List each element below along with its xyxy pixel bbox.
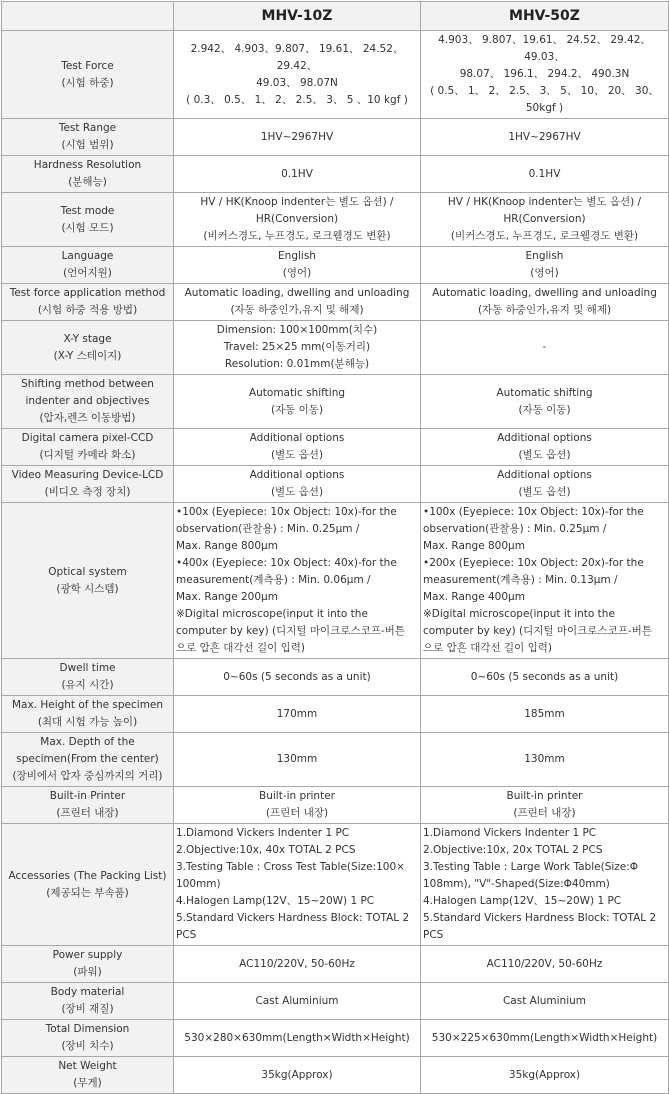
spec-label-line: (언어지원)	[63, 267, 112, 279]
spec-value-line: 170mm	[276, 707, 318, 720]
spec-value-line: 3.Testing Table : Large Work Table(Size:Φ	[423, 861, 639, 873]
spec-value-mhv-50z	[421, 1057, 669, 1094]
spec-value-mhv-50z	[421, 787, 669, 824]
spec-value-line: (별도 옵션)	[270, 449, 324, 461]
spec-label-line: Test mode	[60, 204, 115, 217]
spec-label-line: Accessories (The Packing List)	[8, 869, 167, 882]
spec-value-line: Additional options	[249, 432, 345, 444]
spec-value-line: 5.Standard Vickers Hardness Block: TOTAL 2	[423, 912, 657, 924]
spec-label-cell	[2, 466, 174, 503]
spec-label-line: Hardness Resolution	[33, 159, 142, 171]
spec-value-line: 1.Diamond Vickers Indenter 1 PC	[176, 827, 350, 839]
spec-value-line: ※Digital microscope(input it into the	[423, 608, 615, 620]
spec-label-line: (비디오 측정 장치)	[44, 486, 131, 498]
spec-value-mhv-50z	[421, 659, 669, 696]
model-header-mhv-50z: MHV-50Z	[421, 2, 669, 31]
spec-value-line: 3.Testing Table : Cross Test Table(Size:100×	[176, 861, 405, 873]
spec-label-line: Max. Height of the specimen	[11, 699, 164, 711]
spec-value-line: 2.Objective:10x, 20x TOTAL 2 PCS	[423, 844, 603, 856]
spec-value-line: Travel: 25×25 mm(이동거리)	[223, 341, 371, 353]
spec-value-line: 185mm	[524, 707, 565, 720]
spec-value-line: 1HV~2967HV	[508, 130, 581, 143]
spec-label-line: (파워)	[73, 966, 102, 978]
spec-row	[2, 375, 669, 429]
spec-label-line: (시험 모드)	[61, 221, 114, 234]
spec-value-line: 530×225×630mm(Length×Width×Height)	[431, 1031, 658, 1044]
spec-value-mhv-10z	[174, 1020, 421, 1057]
spec-value-line: (자동 하중인가,유지 및 해제)	[230, 304, 364, 316]
spec-value-line: computer by key) (디지털 마이크로스코프-버튼	[176, 625, 405, 637]
spec-label-cell	[2, 375, 174, 429]
spec-label-line: Power supply	[52, 949, 123, 961]
spec-label-line: Optical system	[48, 565, 127, 578]
spec-value-mhv-10z	[174, 247, 421, 284]
spec-value-mhv-10z	[174, 733, 421, 787]
spec-label-line: (X-Y 스테이지)	[53, 349, 122, 362]
spec-row	[2, 1057, 669, 1094]
spec-value-line: 130mm	[276, 753, 318, 765]
spec-label-line: (분해능)	[68, 176, 107, 188]
spec-label-cell	[2, 824, 174, 946]
spec-value-line: (자동 이동)	[518, 403, 571, 416]
spec-value-line: 98.07、 196.1、 294.2、 490.3N	[459, 68, 630, 80]
spec-label-line: (무게)	[73, 1077, 102, 1089]
spec-value-line: (프린터 내장)	[513, 807, 576, 819]
spec-label-cell	[2, 284, 174, 321]
spec-value-line: (프린터 내장)	[265, 807, 329, 819]
spec-row	[2, 284, 669, 321]
spec-value-line: English	[278, 250, 316, 262]
spec-value-line: measurement(계측용) : Min. 0.13μm /	[423, 574, 618, 586]
spec-row	[2, 247, 669, 284]
spec-value-line: Max. Range 800μm	[423, 540, 525, 552]
spec-value-mhv-10z	[174, 659, 421, 696]
spec-value-mhv-10z	[174, 119, 421, 156]
spec-value-line: 1HV~2967HV	[260, 130, 334, 143]
spec-label-cell	[2, 733, 174, 787]
spec-value-line: 으로 압흔 대각선 길이 입력)	[176, 642, 306, 654]
spec-row	[2, 119, 669, 156]
spec-row	[2, 659, 669, 696]
spec-label-line: (최대 시험 가능 높이)	[37, 716, 138, 728]
spec-label-line: specimen(From the center)	[16, 753, 159, 765]
spec-value-line: 4.903、 9.807、19.61、 24.52、 29.42、 49.03、	[438, 34, 651, 63]
spec-value-mhv-50z	[421, 696, 669, 733]
spec-value-mhv-10z	[174, 31, 421, 119]
spec-value-line: 0~60s (5 seconds as a unit)	[470, 670, 619, 683]
spec-value-line: (영어)	[530, 267, 559, 279]
spec-value-mhv-50z	[421, 156, 669, 193]
spec-value-line: 2.Objective:10x, 40x TOTAL 2 PCS	[176, 844, 356, 856]
spec-value-mhv-50z	[421, 284, 669, 321]
spec-value-line: ※Digital microscope(input it into the	[176, 608, 368, 620]
spec-label-line: (압자,렌즈 이동방법)	[39, 412, 136, 424]
spec-value-line: Dimension: 100×100mm(치수)	[216, 324, 378, 336]
spec-row	[2, 787, 669, 824]
spec-value-line: 0.1HV	[528, 167, 561, 180]
spec-value-line: •100x (Eyepiece: 10x Object: 10x)-for the	[423, 506, 644, 518]
spec-label-cell	[2, 31, 174, 119]
spec-value-line: 5.Standard Vickers Hardness Block: TOTAL 2	[176, 912, 410, 924]
spec-label-line: (유지 시간)	[61, 679, 114, 691]
spec-value-line: HV / HK(Knoop indenter는 별도 옵션) /	[447, 196, 642, 208]
spec-label-line: Test Range	[58, 122, 117, 134]
spec-row	[2, 946, 669, 983]
spec-label-cell	[2, 659, 174, 696]
spec-label-line: X-Y stage	[63, 332, 112, 345]
spec-value-line: Max. Range 400μm	[423, 591, 525, 603]
spec-label-line: indenter and objectives	[25, 395, 150, 407]
spec-value-mhv-50z	[421, 946, 669, 983]
spec-label-cell	[2, 503, 174, 659]
spec-value-line: Max. Range 200μm	[176, 591, 278, 603]
spec-value-line: 100mm)	[176, 878, 221, 890]
spec-label-line: Dwell time	[59, 662, 116, 674]
spec-label-cell	[2, 787, 174, 824]
spec-row	[2, 696, 669, 733]
spec-value-mhv-10z	[174, 321, 421, 375]
spec-row	[2, 193, 669, 247]
spec-label-line: Test Force	[61, 59, 114, 72]
spec-value-line: •200x (Eyepiece: 10x Object: 20x)-for the	[423, 557, 644, 569]
spec-value-line: (비커스경도, 누프경도, 로크웰경도 변환)	[203, 230, 391, 242]
spec-row	[2, 156, 669, 193]
spec-label-line: (시험 범위)	[61, 139, 114, 151]
spec-label-line: (광학 시스템)	[56, 582, 119, 595]
spec-value-line: -	[542, 341, 547, 353]
spec-value-mhv-10z	[174, 787, 421, 824]
spec-label-line: Video Measuring Device-LCD	[11, 469, 164, 481]
spec-value-line: ( 0.3、 0.5、 1、 2、 2.5、 3、 5 、10 kgf )	[186, 93, 408, 106]
spec-label-line: Total Dimension	[45, 1023, 130, 1035]
spec-value-line: 으로 압흔 대각선 길이 입력)	[423, 642, 553, 654]
spec-row	[2, 503, 669, 659]
spec-value-line: Additional options	[497, 432, 592, 444]
spec-value-mhv-10z	[174, 824, 421, 946]
spec-value-mhv-10z	[174, 284, 421, 321]
spec-row	[2, 429, 669, 466]
spec-value-line: observation(관찰용) : Min. 0.25μm /	[176, 523, 360, 535]
spec-value-mhv-10z	[174, 946, 421, 983]
spec-value-line: computer by key) (디지털 마이크로스코프-버튼	[423, 625, 652, 637]
spec-value-line: 0.1HV	[281, 167, 313, 180]
spec-row	[2, 733, 669, 787]
header-row	[2, 2, 669, 31]
spec-label-cell	[2, 429, 174, 466]
spec-value-line: AC110/220V, 50-60Hz	[486, 957, 603, 970]
spec-value-mhv-10z	[174, 696, 421, 733]
spec-value-mhv-50z	[421, 1020, 669, 1057]
spec-value-mhv-50z	[421, 31, 669, 119]
spec-value-line: Automatic shifting	[248, 386, 346, 399]
spec-value-line: (자동 하중인가,유지 및 해제)	[477, 304, 612, 316]
spec-value-line: PCS	[176, 929, 197, 941]
spec-label-cell	[2, 156, 174, 193]
spec-value-line: 530×280×630mm(Length×Width×Height)	[184, 1031, 410, 1044]
spec-value-line: (자동 이동)	[270, 403, 324, 416]
spec-value-line: Automatic loading, dwelling and unloading	[184, 287, 410, 299]
spec-label-cell	[2, 946, 174, 983]
spec-label-line: Max. Depth of the	[40, 736, 135, 748]
spec-value-line: Additional options	[249, 469, 345, 481]
spec-value-mhv-10z	[174, 429, 421, 466]
spec-value-line: 0~60s (5 seconds as a unit)	[223, 670, 371, 683]
spec-label-line: Language	[61, 250, 114, 262]
spec-label-line: (장비 치수)	[61, 1040, 114, 1052]
spec-value-line: Automatic shifting	[496, 386, 593, 399]
spec-value-line: Automatic loading, dwelling and unloading	[432, 287, 657, 299]
spec-label-cell	[2, 1020, 174, 1057]
spec-value-mhv-10z	[174, 1057, 421, 1094]
spec-value-line: (비커스경도, 누프경도, 로크웰경도 변환)	[450, 230, 639, 242]
spec-value-mhv-50z	[421, 429, 669, 466]
spec-label-cell	[2, 321, 174, 375]
spec-value-mhv-50z	[421, 375, 669, 429]
spec-label-line: (디지털 카메라 화소)	[39, 449, 136, 461]
spec-value-line: 49.03、 98.07N	[256, 76, 338, 89]
spec-value-line: 35kg(Approx)	[261, 1068, 333, 1081]
spec-row	[2, 824, 669, 946]
spec-value-line: English	[525, 250, 564, 262]
spec-row	[2, 466, 669, 503]
spec-label-line: Net Weight	[58, 1060, 117, 1072]
spec-value-mhv-10z	[174, 466, 421, 503]
spec-value-line: 1.Diamond Vickers Indenter 1 PC	[423, 827, 597, 839]
spec-value-line: •400x (Eyepiece: 10x Object: 40x)-for the	[176, 557, 397, 569]
spec-value-mhv-10z	[174, 193, 421, 247]
spec-value-line: AC110/220V, 50-60Hz	[239, 957, 355, 970]
spec-value-mhv-50z	[421, 733, 669, 787]
spec-value-line: (영어)	[282, 267, 312, 279]
spec-value-line: (별도 옵션)	[518, 449, 571, 461]
spec-value-line: observation(관찰용) : Min. 0.25μm /	[423, 523, 607, 535]
spec-label-line: (시험 하중 적용 방법)	[37, 304, 138, 316]
spec-label-cell	[2, 119, 174, 156]
spec-label-cell	[2, 193, 174, 247]
spec-value-line: HR(Conversion)	[255, 213, 339, 225]
spec-value-mhv-50z	[421, 119, 669, 156]
spec-value-mhv-50z	[421, 466, 669, 503]
spec-value-line: Cast Aluminium	[255, 994, 339, 1007]
spec-label-cell	[2, 247, 174, 284]
spec-value-mhv-10z	[174, 503, 421, 659]
spec-label-cell	[2, 1057, 174, 1094]
spec-value-line: 108mm), "V"-Shaped(Size:Φ40mm)	[423, 878, 610, 890]
spec-value-mhv-10z	[174, 375, 421, 429]
spec-label-line: (장비 재질)	[61, 1003, 114, 1015]
spec-label-line: (프린터 내장)	[56, 807, 119, 819]
spec-value-mhv-10z	[174, 156, 421, 193]
spec-value-mhv-50z	[421, 321, 669, 375]
spec-label-line: (제공되는 부속품)	[46, 886, 129, 899]
model-header-mhv-10z: MHV-10Z	[174, 2, 421, 31]
spec-value-line: (별도 옵션)	[518, 486, 571, 498]
spec-row	[2, 31, 669, 119]
spec-row	[2, 1020, 669, 1057]
spec-label-line: Built-in Printer	[49, 790, 126, 802]
spec-value-line: 4.Halogen Lamp(12V、15~20W) 1 PC	[423, 895, 622, 907]
spec-value-mhv-50z	[421, 247, 669, 284]
spec-value-line: (별도 옵션)	[270, 486, 324, 498]
spec-row	[2, 321, 669, 375]
spec-value-line: Resolution: 0.01mm(분해능)	[224, 358, 370, 370]
spec-table-body	[2, 2, 669, 1094]
spec-value-line: measurement(계측용) : Min. 0.06μm /	[176, 574, 371, 586]
spec-value-line: ( 0.5、 1、 2、 2.5、 3、 5、 10、 20、 30、 50kgf )	[430, 85, 659, 114]
spec-value-line: •100x (Eyepiece: 10x Object: 10x)-for the	[176, 506, 397, 518]
spec-label-line: Body material	[50, 986, 125, 998]
spec-value-line: 2.942、 4.903、9.807、 19.61、 24.52、 29.42、	[190, 42, 404, 72]
spec-label-line: (장비에서 압자 중심까지의 거리)	[12, 770, 163, 782]
spec-value-line: 130mm	[524, 753, 565, 765]
spec-label-line: (시험 하중)	[61, 76, 114, 89]
spec-value-line: Cast Aluminium	[502, 994, 587, 1007]
spec-value-line: 4.Halogen Lamp(12V、15~20W) 1 PC	[176, 895, 375, 907]
spec-value-mhv-50z	[421, 193, 669, 247]
spec-value-line: Built-in printer	[506, 790, 583, 802]
spec-value-mhv-50z	[421, 824, 669, 946]
header-corner-cell	[2, 2, 174, 31]
spec-value-line: 35kg(Approx)	[508, 1068, 581, 1081]
spec-label-line: Test force application method	[9, 287, 166, 299]
spec-value-mhv-50z	[421, 503, 669, 659]
spec-value-line: Additional options	[497, 469, 592, 481]
spec-label-cell	[2, 696, 174, 733]
spec-value-line: Built-in printer	[259, 790, 335, 802]
spec-value-line: HV / HK(Knoop indenter는 별도 옵션) /	[200, 196, 394, 208]
spec-value-line: PCS	[423, 929, 444, 941]
spec-value-line: Max. Range 800μm	[176, 540, 278, 552]
spec-label-line: Shifting method between	[21, 378, 154, 390]
spec-table	[1, 1, 669, 1094]
spec-value-line: HR(Conversion)	[503, 213, 586, 225]
spec-label-line: Digital camera pixel-CCD	[21, 432, 154, 444]
